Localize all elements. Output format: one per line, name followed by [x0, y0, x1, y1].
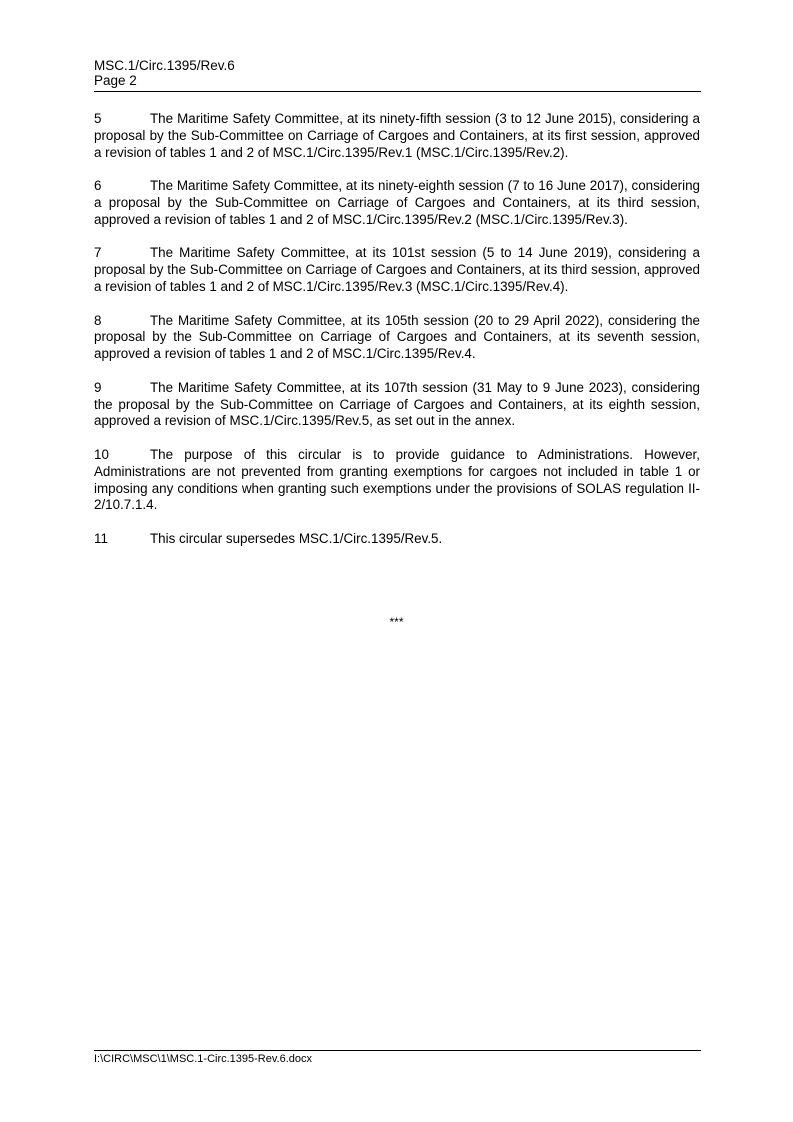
footer-file-path: I:\CIRC\MSC\1\MSC.1-Circ.1395-Rev.6.docx [94, 1053, 313, 1065]
paragraph-text: The Maritime Safety Committee, at its 101st session (5 to 14 June 2019), considering a proposal by the Sub-Committee on Carriage of Cargoes and Containers, at its third session, approved a revision of tables 1 and 2 of MSC.1/Circ.1395/Rev.3 (MSC.1/Circ.1395/Rev.4). [94, 245, 700, 294]
document-reference: MSC.1/Circ.1395/Rev.6 [94, 58, 235, 73]
paragraph-number: 10 [94, 446, 109, 462]
paragraph-text: The Maritime Safety Committee, at its 105th session (20 to 29 April 2022), considering the proposal by the Sub-Committee on Carriage of Cargoes and Containers, at its seventh session, approved a revision of tables 1 and 2 of MSC.1/Circ.1395/Rev.4. [94, 312, 700, 362]
paragraph-8 [94, 313, 700, 363]
paragraph-11 [94, 531, 700, 548]
paragraph-6 [94, 178, 700, 228]
paragraph-number: 11 [94, 530, 108, 546]
document-body [94, 111, 700, 565]
paragraph-text: The purpose of this circular is to provide guidance to Administrations. However, Administrations are not prevented from granting exemptions for cargoes not included in table 1 or imposing any conditions when granting such exemptions under the provisions of SOLAS regulation II-2/10.7.1.4. [94, 446, 700, 513]
paragraph-text: This circular supersedes MSC.1/Circ.1395/Rev.5. [150, 530, 443, 546]
paragraph-number: 9 [94, 379, 102, 395]
paragraph-number: 8 [94, 312, 102, 328]
paragraph-7 [94, 245, 700, 295]
paragraph-text: The Maritime Safety Committee, at its 107th session (31 May to 9 June 2023), considering the proposal by the Sub-Committee on Carriage of Cargoes and Containers, at its eighth session, approved a revision of MSC.1/Circ.1395/Rev.5, as set out in the annex. [94, 379, 700, 429]
paragraph-text: The Maritime Safety Committee, at its ninety-eighth session (7 to 16 June 2017), considering a proposal by the Sub-Committee on Carriage of Cargoes and Containers, at its third session, approved a revision of tables 1 and 2 of MSC.1/Circ.1395/Rev.2 (MSC.1/Circ.1395/Rev.3). [94, 178, 700, 227]
paragraph-9 [94, 380, 700, 430]
page-number: Page 2 [94, 73, 137, 88]
page-header [94, 58, 701, 88]
paragraph-number: 7 [94, 245, 102, 261]
paragraph-number: 6 [94, 178, 102, 194]
paragraph-5 [94, 111, 700, 161]
footer-rule [94, 1050, 701, 1051]
paragraph-number: 5 [94, 111, 102, 126]
header-rule [94, 91, 701, 92]
paragraph-text: The Maritime Safety Committee, at its ninety-fifth session (3 to 12 June 2015), considering a proposal by the Sub-Committee on Carriage of Cargoes and Containers, at its first session, approved a revision of tables 1 and 2 of MSC.1/Circ.1395/Rev.1 (MSC.1/Circ.1395/Rev.2). [94, 111, 700, 160]
paragraph-10 [94, 447, 700, 514]
section-separator: *** [389, 615, 404, 629]
